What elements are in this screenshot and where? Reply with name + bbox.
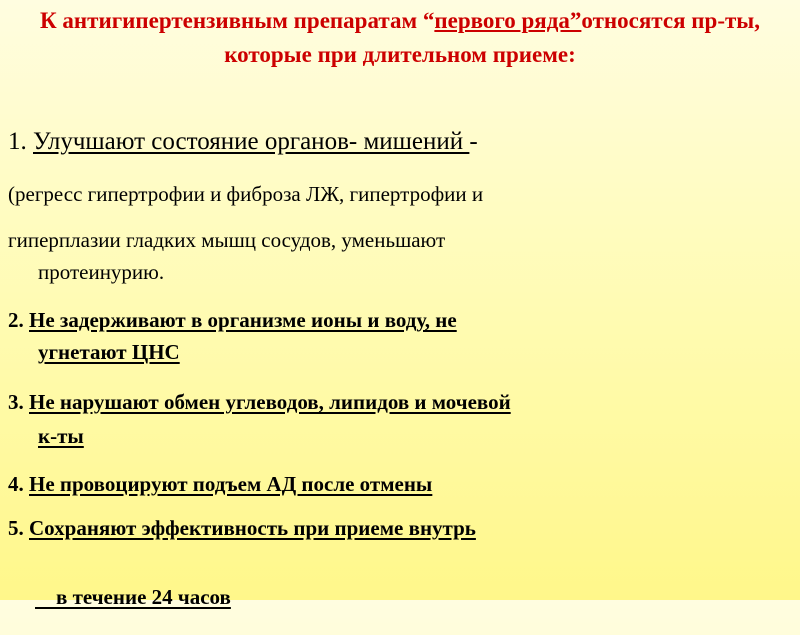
list-item-2 [8,308,457,333]
list-item-3 [8,390,511,415]
list-item-5 [8,516,476,541]
item-text: Не провоцируют подъем АД после отмены [29,472,433,496]
item-text: Не задерживают в организме ионы и воду, не [29,308,457,332]
list-item-4 [8,472,432,497]
item-text-continued: в течение 24 часов [35,585,231,609]
title-part-1: К антигипертензивным препаратам “ [40,8,435,33]
item-number: 3. [8,390,29,414]
item-number: 1. [8,128,33,155]
list-item-1-detail-line-2: гиперплазии гладких мышц сосудов, уменьшают [8,228,446,252]
list-item-3-continuation [38,424,84,449]
item-tail: - [469,128,478,155]
list-item-5-continuation [14,560,231,635]
list-item-1-detail-line-1: (регресс гипертрофии и фиброза ЛЖ, гипертрофии и [8,182,484,206]
title-part-3: относятся пр-ты, которые при длительном приеме: [224,8,760,67]
item-number: 2. [8,308,29,332]
item-text: Улучшают состояние органов- мишений [33,128,470,155]
title-underlined-phrase: первого ряда” [434,8,582,33]
item-number: 4. [8,472,29,496]
item-text: Не нарушают обмен углеводов, липидов и мочевой [29,390,511,414]
list-item-2-continuation [38,340,180,365]
list-item-1 [8,128,478,156]
list-item-1-detail-line-3: протеинурию. [38,260,165,284]
item-text-continued: угнетают ЦНС [38,340,180,364]
item-text: Сохраняют эффективность при приеме внутрь [29,516,476,540]
item-number: 5. [8,516,29,540]
item-text-continued: к-ты [38,424,84,448]
